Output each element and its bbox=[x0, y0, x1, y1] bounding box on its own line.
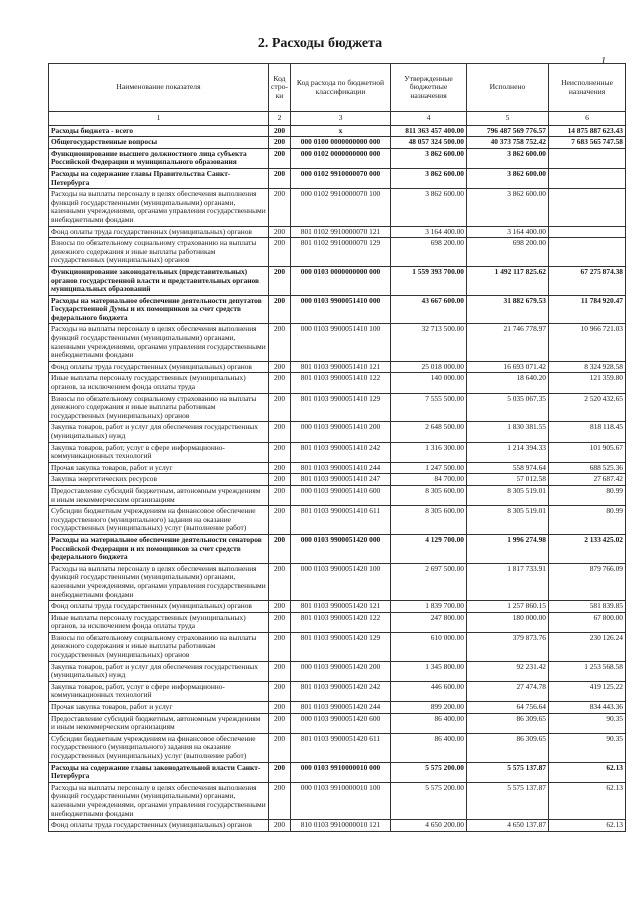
row-line-code: 200 bbox=[269, 226, 291, 238]
row-unexecuted: 8 324 928.58 bbox=[549, 361, 626, 373]
column-index: 3 bbox=[291, 112, 391, 126]
row-line-code: 200 bbox=[269, 612, 291, 632]
row-name: Общегосударственные вопросы bbox=[49, 137, 269, 149]
row-unexecuted: 62.13 bbox=[549, 782, 626, 819]
row-name: Закупка товаров, работ, услуг в сфере информационно-коммуникационных технологий bbox=[49, 442, 269, 462]
row-executed: 40 373 758 752.42 bbox=[467, 137, 549, 149]
row-unexecuted: 67 275 874.38 bbox=[549, 266, 626, 295]
row-executed: 64 756.64 bbox=[467, 702, 549, 714]
table-row bbox=[49, 733, 626, 762]
row-name: Иные выплаты персоналу государственных (муниципальных) органов, за исключением фонда оплаты труда bbox=[49, 612, 269, 632]
row-executed: 3 862 600.00 bbox=[467, 189, 549, 226]
column-index: 6 bbox=[549, 112, 626, 126]
table-row bbox=[49, 137, 626, 149]
column-index: 2 bbox=[269, 112, 291, 126]
row-line-code: 200 bbox=[269, 295, 291, 324]
row-expense-code: 801 0103 9900051410 244 bbox=[291, 462, 391, 474]
row-line-code: 200 bbox=[269, 702, 291, 714]
row-approved: 446 600.00 bbox=[391, 681, 467, 701]
row-name: Предоставление субсидий бюджетным, автономным учреждениям и иным некоммерческим организациям bbox=[49, 713, 269, 733]
row-executed: 18 640.20 bbox=[467, 373, 549, 393]
row-unexecuted: 62.13 bbox=[549, 762, 626, 782]
row-approved: 8 305 600.00 bbox=[391, 485, 467, 505]
table-row bbox=[49, 189, 626, 226]
row-expense-code: 801 0103 9900051410 122 bbox=[291, 373, 391, 393]
row-approved: 2 648 500.00 bbox=[391, 422, 467, 442]
row-name: Фонд оплаты труда государственных (муниципальных) органов bbox=[49, 226, 269, 238]
row-executed: 86 309.65 bbox=[467, 713, 549, 733]
row-expense-code: 000 0102 9910000070 000 bbox=[291, 168, 391, 188]
table-row bbox=[49, 506, 626, 535]
row-executed: 1 830 381.55 bbox=[467, 422, 549, 442]
row-name: Расходы на материальное обеспечение деятельности сенаторов Российской Федерации и их помощников за счет средств федерального бюджета bbox=[49, 534, 269, 563]
row-unexecuted: 121 359.80 bbox=[549, 373, 626, 393]
row-line-code: 200 bbox=[269, 661, 291, 681]
row-line-code: 200 bbox=[269, 485, 291, 505]
row-line-code: 200 bbox=[269, 782, 291, 819]
row-line-code: 200 bbox=[269, 474, 291, 486]
row-unexecuted: 101 905.67 bbox=[549, 442, 626, 462]
row-approved: 899 200.00 bbox=[391, 702, 467, 714]
row-expense-code: 801 0103 9900051410 247 bbox=[291, 474, 391, 486]
row-name: Закупка энергетических ресурсов bbox=[49, 474, 269, 486]
row-expense-code: 801 0102 9910000070 121 bbox=[291, 226, 391, 238]
row-executed: 1 996 274.98 bbox=[467, 534, 549, 563]
table-row bbox=[49, 295, 626, 324]
row-unexecuted: 688 525.36 bbox=[549, 462, 626, 474]
row-approved: 43 667 600.00 bbox=[391, 295, 467, 324]
row-expense-code: 000 0103 9900051420 000 bbox=[291, 534, 391, 563]
row-unexecuted bbox=[549, 168, 626, 188]
row-approved: 32 713 500.00 bbox=[391, 324, 467, 361]
row-line-code: 200 bbox=[269, 373, 291, 393]
row-unexecuted: 10 966 721.03 bbox=[549, 324, 626, 361]
row-name: Взносы по обязательному социальному страхованию на выплаты денежного содержания и иные выплаты работникам государственных (муниципальных) органов bbox=[49, 632, 269, 661]
row-approved: 140 000.00 bbox=[391, 373, 467, 393]
row-executed: 3 164 400.00 bbox=[467, 226, 549, 238]
row-name: Иные выплаты персоналу государственных (муниципальных) органов, за исключением фонда оплаты труда bbox=[49, 373, 269, 393]
row-executed: 8 305 519.01 bbox=[467, 506, 549, 535]
row-executed: 558 974.64 bbox=[467, 462, 549, 474]
table-row bbox=[49, 612, 626, 632]
row-approved: 84 700.00 bbox=[391, 474, 467, 486]
row-expense-code: 801 0103 9900051420 129 bbox=[291, 632, 391, 661]
row-approved: 5 575 200.00 bbox=[391, 762, 467, 782]
row-name: Расходы на материальное обеспечение деятельности депутатов Государственной Думы и их помощников за счет средств федерального бюджета bbox=[49, 295, 269, 324]
row-expense-code: 000 0100 0000000000 000 bbox=[291, 137, 391, 149]
table-row bbox=[49, 361, 626, 373]
table-row bbox=[49, 373, 626, 393]
row-line-code: 200 bbox=[269, 361, 291, 373]
row-unexecuted: 834 443.36 bbox=[549, 702, 626, 714]
row-line-code: 200 bbox=[269, 324, 291, 361]
row-name: Функционирование высшего должностного лица субъекта Российской Федерации и муниципального образования bbox=[49, 148, 269, 168]
expenditure-table bbox=[48, 63, 626, 832]
row-expense-code: 000 0102 9910000070 100 bbox=[291, 189, 391, 226]
table-row bbox=[49, 534, 626, 563]
row-expense-code: 000 0103 9900051420 200 bbox=[291, 661, 391, 681]
row-executed: 8 305 519.01 bbox=[467, 485, 549, 505]
table-row bbox=[49, 782, 626, 819]
row-unexecuted bbox=[549, 189, 626, 226]
table-row bbox=[49, 266, 626, 295]
row-unexecuted: 14 875 887 623.43 bbox=[549, 125, 626, 137]
row-name: Фонд оплаты труда государственных (муниципальных) органов bbox=[49, 601, 269, 613]
row-approved: 1 559 393 700.00 bbox=[391, 266, 467, 295]
row-line-code: 200 bbox=[269, 820, 291, 832]
row-executed: 27 474.78 bbox=[467, 681, 549, 701]
row-line-code: 200 bbox=[269, 601, 291, 613]
table-row bbox=[49, 563, 626, 600]
row-name: Расходы на содержание главы Правительства Санкт-Петербурга bbox=[49, 168, 269, 188]
row-name: Фонд оплаты труда государственных (муниципальных) органов bbox=[49, 820, 269, 832]
header-approved: Утвержденные бюджетные назначения bbox=[391, 64, 467, 112]
row-unexecuted: 80.99 bbox=[549, 485, 626, 505]
row-expense-code: 000 0102 0000000000 000 bbox=[291, 148, 391, 168]
row-executed: 92 231.42 bbox=[467, 661, 549, 681]
row-approved: 698 200.00 bbox=[391, 238, 467, 267]
row-unexecuted: 581 839.85 bbox=[549, 601, 626, 613]
table-body bbox=[49, 125, 626, 831]
row-unexecuted bbox=[549, 148, 626, 168]
table-row bbox=[49, 632, 626, 661]
row-unexecuted: 879 766.09 bbox=[549, 563, 626, 600]
row-executed: 86 309.65 bbox=[467, 733, 549, 762]
header-executed: Исполнено bbox=[467, 64, 549, 112]
row-name: Предоставление субсидий бюджетным, автономным учреждениям и иным некоммерческим организациям bbox=[49, 485, 269, 505]
row-line-code: 200 bbox=[269, 506, 291, 535]
row-unexecuted: 7 683 565 747.58 bbox=[549, 137, 626, 149]
row-approved: 2 697 500.00 bbox=[391, 563, 467, 600]
row-executed: 1 214 394.33 bbox=[467, 442, 549, 462]
row-expense-code: 000 0103 9910000010 100 bbox=[291, 782, 391, 819]
row-unexecuted: 27 687.42 bbox=[549, 474, 626, 486]
row-expense-code: 801 0103 9900051410 611 bbox=[291, 506, 391, 535]
row-name: Функционирование законодательных (представительных) органов государственной власти и представительных органов муниципальных образований bbox=[49, 266, 269, 295]
row-expense-code: 000 0103 9900051420 100 bbox=[291, 563, 391, 600]
row-executed: 4 650 137.87 bbox=[467, 820, 549, 832]
row-expense-code: 801 0103 9900051410 242 bbox=[291, 442, 391, 462]
table-row bbox=[49, 238, 626, 267]
table-row bbox=[49, 393, 626, 422]
table-row bbox=[49, 226, 626, 238]
row-unexecuted: 230 126.24 bbox=[549, 632, 626, 661]
row-line-code: 200 bbox=[269, 442, 291, 462]
row-approved: 1 247 500.00 bbox=[391, 462, 467, 474]
table-row bbox=[49, 762, 626, 782]
row-line-code: 200 bbox=[269, 422, 291, 442]
row-line-code: 200 bbox=[269, 632, 291, 661]
row-unexecuted: 67 800.00 bbox=[549, 612, 626, 632]
table-row bbox=[49, 601, 626, 613]
row-name: Прочая закупка товаров, работ и услуг bbox=[49, 702, 269, 714]
table-row bbox=[49, 148, 626, 168]
page-title: 2. Расходы бюджета bbox=[257, 36, 383, 51]
row-line-code: 200 bbox=[269, 462, 291, 474]
table-row bbox=[49, 422, 626, 442]
row-name: Закупка товаров, работ и услуг для обеспечения государственных (муниципальных) нужд bbox=[49, 661, 269, 681]
row-expense-code: 000 0103 9910000010 000 bbox=[291, 762, 391, 782]
column-index: 5 bbox=[467, 112, 549, 126]
row-expense-code: 000 0103 0000000000 000 bbox=[291, 266, 391, 295]
row-approved: 3 862 600.00 bbox=[391, 168, 467, 188]
row-unexecuted: 80.99 bbox=[549, 506, 626, 535]
row-line-code: 200 bbox=[269, 733, 291, 762]
row-executed: 379 873.76 bbox=[467, 632, 549, 661]
row-name: Закупка товаров, работ, услуг в сфере информационно-коммуникационных технологий bbox=[49, 681, 269, 701]
row-executed: 16 693 071.42 bbox=[467, 361, 549, 373]
header-indicator-name: Наименование показателя bbox=[49, 64, 269, 112]
row-name: Субсидии бюджетным учреждениям на финансовое обеспечение государственного (муниципального) задания на оказание государственных (муниципальных) услуг (выполнение работ) bbox=[49, 506, 269, 535]
row-unexecuted: 62.13 bbox=[549, 820, 626, 832]
row-approved: 3 862 600.00 bbox=[391, 148, 467, 168]
row-executed: 796 487 569 776.57 bbox=[467, 125, 549, 137]
row-line-code: 200 bbox=[269, 266, 291, 295]
row-approved: 86 400.00 bbox=[391, 713, 467, 733]
row-expense-code: 000 0103 9900051410 100 bbox=[291, 324, 391, 361]
row-expense-code: 000 0103 9900051420 600 bbox=[291, 713, 391, 733]
row-executed: 3 862 600.00 bbox=[467, 168, 549, 188]
table-row bbox=[49, 462, 626, 474]
row-approved: 1 345 800.00 bbox=[391, 661, 467, 681]
row-line-code: 200 bbox=[269, 137, 291, 149]
row-expense-code: 801 0103 9900051420 122 bbox=[291, 612, 391, 632]
row-expense-code: 801 0103 9900051420 244 bbox=[291, 702, 391, 714]
row-executed: 1 257 860.15 bbox=[467, 601, 549, 613]
row-expense-code: 000 0103 9900051410 600 bbox=[291, 485, 391, 505]
header-line-code: Код стро-ки bbox=[269, 64, 291, 112]
table-row bbox=[49, 125, 626, 137]
row-executed: 1 817 733.91 bbox=[467, 563, 549, 600]
row-executed: 5 575 137.87 bbox=[467, 782, 549, 819]
row-expense-code: x bbox=[291, 125, 391, 137]
row-unexecuted: 2 520 432.65 bbox=[549, 393, 626, 422]
row-name: Расходы бюджета - всего bbox=[49, 125, 269, 137]
row-executed: 5 035 067.35 bbox=[467, 393, 549, 422]
row-executed: 1 492 117 825.62 bbox=[467, 266, 549, 295]
row-approved: 3 164 400.00 bbox=[391, 226, 467, 238]
table-row bbox=[49, 474, 626, 486]
row-name: Расходы на выплаты персоналу в целях обеспечения выполнения функций государственными (муниципальными) органами, казенными учреждениями, органами управления государственными внебюджетными фондами bbox=[49, 563, 269, 600]
row-executed: 5 575 137.87 bbox=[467, 762, 549, 782]
row-approved: 86 400.00 bbox=[391, 733, 467, 762]
row-approved: 7 555 500.00 bbox=[391, 393, 467, 422]
row-unexecuted: 1 253 568.58 bbox=[549, 661, 626, 681]
row-unexecuted: 818 118.45 bbox=[549, 422, 626, 442]
table-row bbox=[49, 681, 626, 701]
row-unexecuted bbox=[549, 238, 626, 267]
table-row bbox=[49, 702, 626, 714]
table-row bbox=[49, 661, 626, 681]
row-expense-code: 801 0102 9910000070 129 bbox=[291, 238, 391, 267]
row-executed: 698 200.00 bbox=[467, 238, 549, 267]
row-approved: 811 363 457 400.00 bbox=[391, 125, 467, 137]
row-approved: 4 129 700.00 bbox=[391, 534, 467, 563]
row-approved: 8 305 600.00 bbox=[391, 506, 467, 535]
table-row bbox=[49, 324, 626, 361]
row-line-code: 200 bbox=[269, 534, 291, 563]
row-approved: 1 316 300.00 bbox=[391, 442, 467, 462]
row-expense-code: 810 0103 9910000010 121 bbox=[291, 820, 391, 832]
row-expense-code: 801 0103 9900051410 129 bbox=[291, 393, 391, 422]
column-index: 4 bbox=[391, 112, 467, 126]
row-unexecuted: 90.35 bbox=[549, 713, 626, 733]
page-number: 1 bbox=[601, 56, 606, 67]
row-unexecuted: 419 125.22 bbox=[549, 681, 626, 701]
header-expense-code: Код расхода по бюджетной классификации bbox=[291, 64, 391, 112]
row-executed: 3 862 600.00 bbox=[467, 148, 549, 168]
row-executed: 57 012.58 bbox=[467, 474, 549, 486]
row-name: Закупка товаров, работ и услуг для обеспечения государственных (муниципальных) нужд bbox=[49, 422, 269, 442]
row-line-code: 200 bbox=[269, 238, 291, 267]
row-expense-code: 801 0103 9900051420 121 bbox=[291, 601, 391, 613]
row-approved: 25 018 000.00 bbox=[391, 361, 467, 373]
row-approved: 1 839 700.00 bbox=[391, 601, 467, 613]
row-name: Прочая закупка товаров, работ и услуг bbox=[49, 462, 269, 474]
row-executed: 180 000.00 bbox=[467, 612, 549, 632]
table-row bbox=[49, 442, 626, 462]
row-line-code: 200 bbox=[269, 713, 291, 733]
row-expense-code: 801 0103 9900051420 242 bbox=[291, 681, 391, 701]
row-executed: 31 882 679.53 bbox=[467, 295, 549, 324]
row-name: Расходы на содержание главы законодательной власти Санкт-Петербурга bbox=[49, 762, 269, 782]
row-expense-code: 000 0103 9900051410 000 bbox=[291, 295, 391, 324]
row-name: Расходы на выплаты персоналу в целях обеспечения выполнения функций государственными (муниципальными) органами, казенными учреждениями, органами управления государственными внебюджетными фондами bbox=[49, 324, 269, 361]
row-line-code: 200 bbox=[269, 148, 291, 168]
header-unexecuted: Неисполненные назначения bbox=[549, 64, 626, 112]
row-line-code: 200 bbox=[269, 125, 291, 137]
row-approved: 610 000.00 bbox=[391, 632, 467, 661]
table-row bbox=[49, 820, 626, 832]
row-expense-code: 000 0103 9900051410 200 bbox=[291, 422, 391, 442]
row-expense-code: 801 0103 9900051420 611 bbox=[291, 733, 391, 762]
row-line-code: 200 bbox=[269, 168, 291, 188]
column-index: 1 bbox=[49, 112, 269, 126]
row-unexecuted: 11 784 920.47 bbox=[549, 295, 626, 324]
row-name: Фонд оплаты труда государственных (муниципальных) органов bbox=[49, 361, 269, 373]
row-line-code: 200 bbox=[269, 681, 291, 701]
row-name: Субсидии бюджетным учреждениям на финансовое обеспечение государственного (муниципального) задания на оказание государственных (муниципальных) услуг (выполнение работ) bbox=[49, 733, 269, 762]
row-unexecuted: 90.35 bbox=[549, 733, 626, 762]
row-name: Расходы на выплаты персоналу в целях обеспечения выполнения функций государственными (муниципальными) органами, казенными учреждениями, органами управления государственными внебюджетными фондами bbox=[49, 782, 269, 819]
row-unexecuted: 2 133 425.02 bbox=[549, 534, 626, 563]
row-name: Взносы по обязательному социальному страхованию на выплаты денежного содержания и иные выплаты работникам государственных (муниципальных) органов bbox=[49, 238, 269, 267]
row-name: Расходы на выплаты персоналу в целях обеспечения выполнения функций государственными (муниципальными) органами, казенными учреждениями, органами управления государственными внебюджетными фондами bbox=[49, 189, 269, 226]
row-line-code: 200 bbox=[269, 563, 291, 600]
row-expense-code: 801 0103 9900051410 121 bbox=[291, 361, 391, 373]
table-row bbox=[49, 713, 626, 733]
row-line-code: 200 bbox=[269, 762, 291, 782]
table-row bbox=[49, 485, 626, 505]
row-line-code: 200 bbox=[269, 189, 291, 226]
row-unexecuted bbox=[549, 226, 626, 238]
row-approved: 48 057 324 500.00 bbox=[391, 137, 467, 149]
row-approved: 3 862 600.00 bbox=[391, 189, 467, 226]
row-approved: 4 650 200.00 bbox=[391, 820, 467, 832]
row-line-code: 200 bbox=[269, 393, 291, 422]
table-row bbox=[49, 168, 626, 188]
row-approved: 247 800.00 bbox=[391, 612, 467, 632]
row-approved: 5 575 200.00 bbox=[391, 782, 467, 819]
row-name: Взносы по обязательному социальному страхованию на выплаты денежного содержания и иные выплаты работникам государственных (муниципальных) органов bbox=[49, 393, 269, 422]
row-executed: 21 746 778.97 bbox=[467, 324, 549, 361]
